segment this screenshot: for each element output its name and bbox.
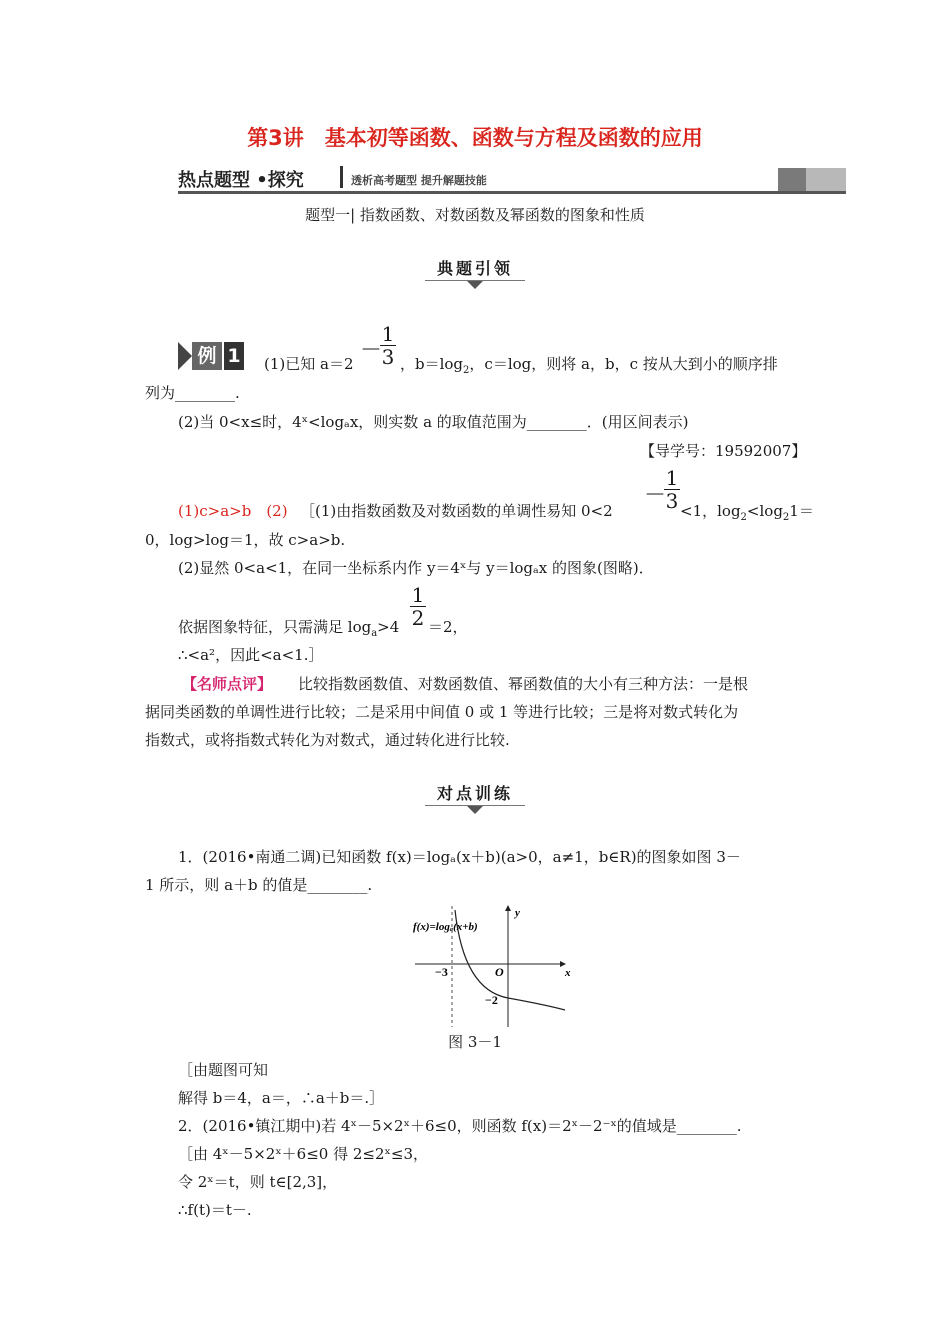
teacher-comment-line1: 比较指数函数值、对数函数值、幂函数值的大小有三种方法：一是根 (298, 675, 749, 693)
function-label: f(x)=logₐ(x+b) (413, 921, 478, 933)
exponent-numerator: 1 (381, 322, 395, 346)
solution-line3: (2)显然 0<a<1，在同一坐标系内作 y＝4ˣ与 y＝logₐx 的图象(图略)． (178, 559, 654, 577)
x-axis-label: x (565, 967, 571, 979)
solution-line5: ∴<a²，因此<a<1.］ (178, 646, 324, 664)
solution-exponent-fraction (664, 467, 680, 512)
origin-label: O (495, 965, 504, 979)
section-label: 题型一| 指数函数、对数函数及幂函数的图象和性质 (305, 206, 645, 224)
example-badge-arrow (178, 342, 192, 370)
x-tick-label: −3 (435, 965, 448, 979)
practice1-solution-line2: 解得 b＝4，a＝，∴a＋b＝.］ (178, 1089, 385, 1107)
banner-block-light (806, 168, 846, 191)
solution-line1-part-a: ［(1)由指数函数及对数函数的单调性易知 0<2 (300, 502, 613, 520)
practice2-solution-line3: ∴f(t)＝t－. (178, 1201, 252, 1219)
banner-divider (340, 166, 343, 188)
practice2-solution-line1: ［由 4ˣ－5×2ˣ＋6≤0 得 2≤2ˣ≤3， (178, 1145, 428, 1163)
practice1-line2: 1 所示，则 a＋b 的值是________. (145, 876, 373, 894)
half-fraction (410, 584, 426, 629)
example-q1-part-b: ，$b=\log_2$，c＝log，则将 a，b，c 按从大到小的顺序排 (400, 355, 778, 376)
solution-answer: (1)c>a>b (2) (178, 502, 288, 520)
exponent-denominator: 3 (381, 345, 395, 369)
half-numerator: 1 (411, 583, 425, 607)
banner-main-text: 热点题型 •探究 (178, 170, 304, 191)
solution-exponent-denominator: 3 (665, 489, 679, 513)
exponent-fraction (380, 323, 396, 368)
solution-line4: 依据图象特征，只需满足 $\log_a>4$ (178, 618, 400, 639)
banner-block-dark (778, 168, 806, 191)
exponent-minus: － (360, 338, 383, 363)
practice1-solution-line1: ［由题图可知 (178, 1061, 269, 1079)
banner-rule (178, 191, 846, 194)
practice2-solution-line2: 令 2ˣ＝t，则 t∈[2,3]， (178, 1173, 338, 1191)
solution-line2: 0，log>log＝1，故 c>a>b. (145, 531, 346, 549)
solution-exponent-minus: － (644, 483, 667, 508)
half-denominator: 2 (411, 606, 425, 630)
heading-example: 典题引领 (436, 259, 513, 278)
teacher-comment-line3: 指数式，或将指数式转化为对数式，通过转化进行比较. (145, 731, 510, 749)
y-axis-label: y (515, 907, 520, 919)
teacher-comment-line2: 据同类函数的单调性进行比较；二是采用中间值 0 或 1 等进行比较；三是将对数式转化为 (145, 703, 739, 721)
reference-number: 【导学号：19592007】 (640, 442, 807, 460)
heading-practice: 对点训练 (436, 784, 513, 803)
practice1-line1: 1．(2016•南通二调)已知函数 f(x)＝logₐ(x＋b)(a>0，a≠1，b∈R)的图象如图 3－ (178, 848, 741, 866)
practice2-line1: 2．(2016•镇江期中)若 4ˣ－5×2ˣ＋6≤0，则函数 f(x)＝2ˣ－2⁻ˣ的值域是________. (178, 1117, 742, 1135)
example-badge-word: 例 (192, 342, 222, 370)
banner-sub-text: 透析高考题型 提升解题技能 (351, 174, 487, 187)
solution-exponent-numerator: 1 (665, 466, 679, 490)
example-q1-part-a: (1)已知 a＝2 (264, 355, 354, 373)
heading-practice-marker (467, 806, 483, 814)
solution-line1-part-b: <1，$\log_2<\log_21=$ (680, 502, 814, 523)
y-tick-label: −2 (485, 993, 498, 1007)
section-banner (178, 164, 846, 194)
figure-3-1 (405, 902, 575, 1032)
figure-caption: 图 3－1 (448, 1033, 502, 1051)
example-badge (178, 342, 244, 370)
function-graph (405, 902, 575, 1032)
example-q2: (2)当 0<x≤时，4ˣ<logₐx，则实数 a 的取值范围为________．(用区间表示) (178, 413, 689, 431)
teacher-comment-label: 【名师点评】 (182, 675, 273, 693)
heading-example-marker (467, 281, 483, 289)
example-badge-number: 1 (224, 342, 244, 370)
page-title: 第3讲 基本初等函数、函数与方程及函数的应用 (247, 126, 703, 150)
solution-line4-end: ＝2， (428, 618, 468, 636)
example-q1-line2: 列为________. (145, 384, 240, 402)
